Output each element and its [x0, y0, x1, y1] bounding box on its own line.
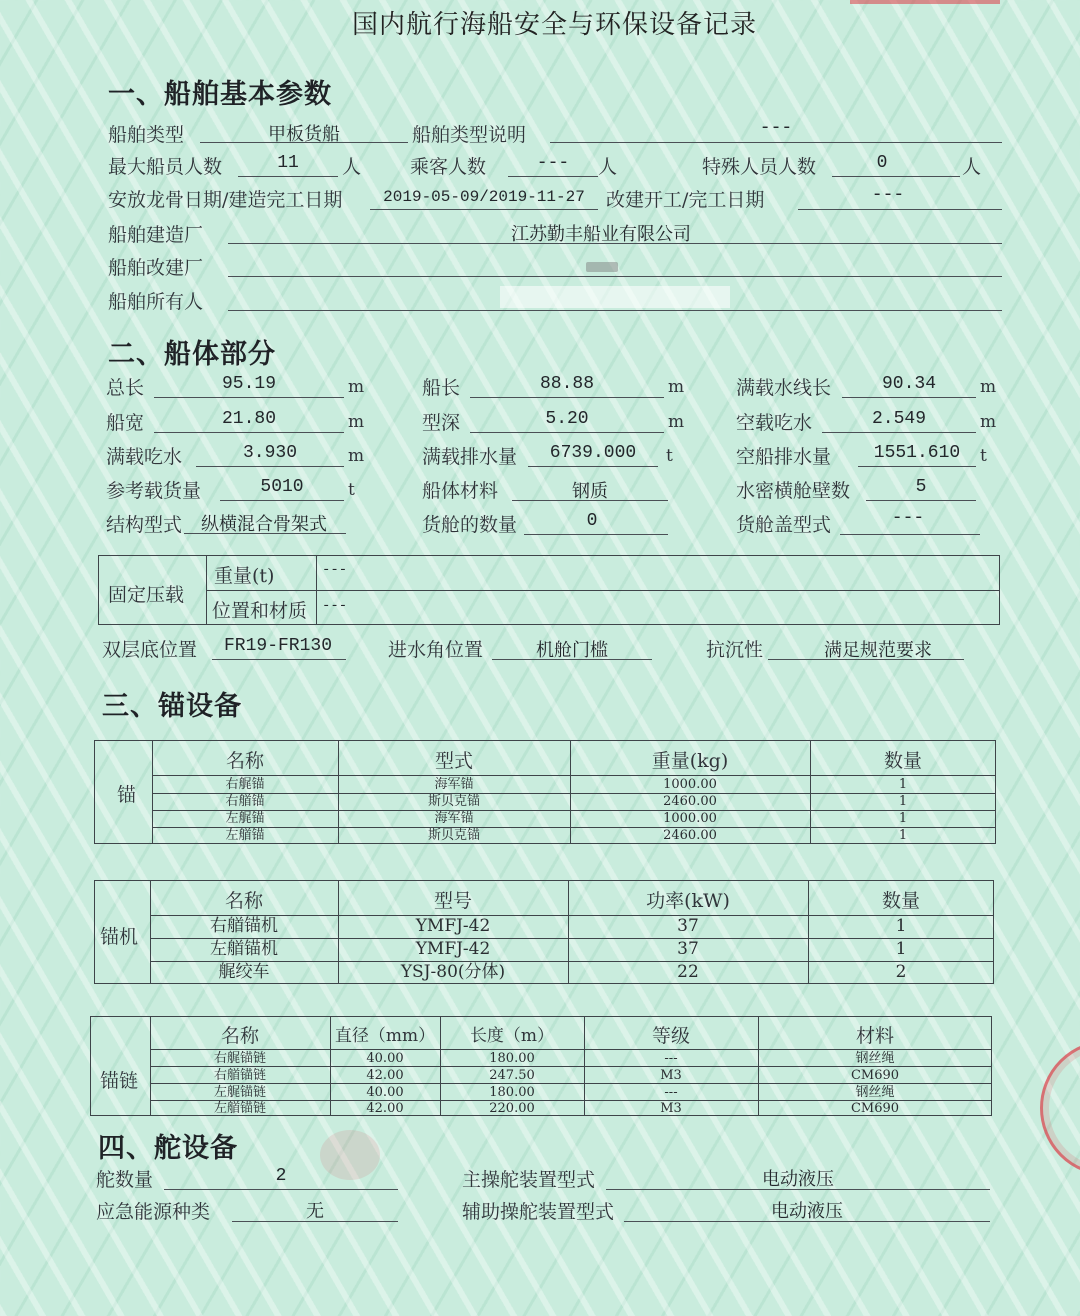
chain-side-label: 锚链: [100, 1070, 139, 1092]
anchor-header: 数量: [883, 750, 922, 772]
windlass-cell: 1: [895, 939, 907, 959]
chain-cell: M3: [660, 1101, 682, 1116]
builder-value: 江苏勤丰船业有限公司: [511, 224, 691, 245]
hull-value: 95.19: [221, 374, 276, 394]
rebuild-date-label: 改建开工/完工日期: [606, 189, 765, 211]
hull-value: 2.549: [871, 409, 926, 429]
hull-value: 钢质: [572, 481, 608, 502]
hull-value: 3.930: [242, 443, 297, 463]
page-title: 国内航行海船安全与环保设备记录: [352, 10, 758, 40]
hull-value: 90.34: [881, 374, 936, 394]
hull-value: 5.20: [545, 409, 589, 429]
windlass-cell: 1: [895, 916, 907, 936]
chain-header: 名称: [220, 1025, 259, 1047]
double-bottom-label: 双层底位置: [102, 639, 198, 661]
unsinkable-label: 抗沉性: [706, 639, 764, 661]
hull-label: 水密横舱壁数: [736, 480, 851, 502]
chain-cell: CM690: [850, 1068, 900, 1083]
chain-cell: 钢丝绳: [855, 1085, 895, 1100]
ship-type-label: 船舶类型: [108, 124, 185, 146]
hull-label: 满载排水量: [422, 446, 518, 468]
chain-cell: 180.00: [489, 1051, 535, 1066]
ship-type-desc-value: ---: [759, 118, 793, 138]
passengers-label: 乘客人数: [410, 156, 487, 178]
anchor-cell: 斯贝克锚: [427, 828, 480, 843]
hull-label: 满载吃水: [106, 446, 183, 468]
hull-label: 型深: [422, 412, 461, 434]
ballast-weight-value: ---: [322, 562, 348, 578]
chain-cell: M3: [660, 1068, 682, 1083]
double-bottom-value: FR19-FR130: [223, 636, 333, 656]
hull-label: 船长: [422, 377, 461, 399]
windlass-header: 数量: [881, 890, 920, 912]
hull-unit: t: [980, 446, 987, 466]
special-label: 特殊人员人数: [702, 156, 817, 178]
anchor-cell: 1: [898, 794, 908, 809]
holds-value: 0: [586, 511, 598, 531]
windlass-side-label: 锚机: [100, 926, 139, 948]
section2-heading: 二、船体部分: [108, 339, 276, 370]
keel-date-label: 安放龙骨日期/建造完工日期: [108, 189, 343, 211]
special-unit: 人: [962, 156, 982, 178]
windlass-header: 名称: [224, 890, 263, 912]
chain-cell: 钢丝绳: [855, 1051, 895, 1066]
structure-value: 纵横混合骨架式: [201, 514, 327, 535]
chain-cell: ---: [664, 1085, 678, 1100]
hull-label: 总长: [106, 377, 145, 399]
windlass-cell: YSJ-80(分体): [400, 962, 506, 982]
anchor-cell: 1: [898, 828, 908, 843]
anchor-header: 重量(kg): [651, 750, 729, 772]
chain-cell: 左艉锚链: [213, 1085, 266, 1100]
windlass-header: 型号: [433, 890, 472, 912]
anchor-cell: 右艉锚: [225, 777, 265, 792]
aux-steering-label: 辅助操舵装置型式: [462, 1201, 615, 1223]
hull-unit: m: [348, 412, 365, 432]
chain-cell: ---: [664, 1051, 678, 1066]
rebuild-date-value: ---: [871, 185, 905, 205]
keel-date-value: 2019-05-09/2019-11-27: [383, 188, 585, 206]
rudder-count-label: 舵数量: [96, 1169, 154, 1191]
max-crew-label: 最大船员人数: [108, 156, 223, 178]
section3-heading: 三、锚设备: [102, 691, 242, 722]
anchor-header: 名称: [225, 750, 264, 772]
hull-value: 1551.610: [873, 443, 961, 463]
main-steering-label: 主操舵装置型式: [462, 1169, 596, 1191]
ink-smudge: [320, 1130, 380, 1180]
hull-unit: m: [668, 377, 685, 397]
anchor-cell: 1000.00: [663, 811, 717, 826]
hull-label: 参考载货量: [106, 480, 202, 502]
hull-label: 空船排水量: [736, 446, 832, 468]
chain-cell: 180.00: [489, 1085, 535, 1100]
hull-unit: m: [348, 377, 365, 397]
chain-cell: 右艏锚链: [213, 1068, 266, 1083]
flood-angle-value: 机舱门槛: [536, 640, 608, 661]
chain-cell: CM690: [850, 1101, 900, 1116]
anchor-cell: 2460.00: [663, 794, 717, 809]
redacted-owner: [500, 286, 730, 308]
builder-label: 船舶建造厂: [108, 224, 204, 246]
structure-label: 结构型式: [106, 514, 183, 536]
flood-angle-label: 进水角位置: [388, 639, 484, 661]
holds-label: 货舱的数量: [422, 514, 518, 536]
official-seal: [1040, 1040, 1080, 1176]
rebuilder-label: 船舶改建厂: [108, 257, 204, 279]
hull-unit: m: [980, 412, 997, 432]
redacted-mark: [586, 262, 618, 272]
section4-heading: 四、舵设备: [98, 1133, 238, 1164]
chain-header: 等级: [651, 1025, 690, 1047]
anchor-cell: 右艏锚: [225, 794, 265, 809]
hull-value: 6739.000: [549, 443, 637, 463]
hull-unit: m: [980, 377, 997, 397]
emergency-value: 无: [306, 1201, 324, 1222]
anchor-cell: 海军锚: [434, 777, 474, 792]
hull-value: 88.88: [539, 374, 594, 394]
windlass-cell: 37: [677, 916, 699, 936]
anchor-side-label: 锚: [117, 784, 137, 806]
hatch-value: ---: [891, 508, 925, 528]
chain-header: 直径（mm）: [334, 1026, 436, 1046]
chain-cell: 40.00: [366, 1085, 404, 1100]
passengers-unit: 人: [598, 156, 618, 178]
anchor-cell: 左艏锚: [225, 828, 265, 843]
windlass-cell: 2: [895, 962, 907, 982]
windlass-cell: YMFJ-42: [415, 939, 491, 959]
hull-value: 21.80: [221, 409, 276, 429]
chain-cell: 右艉锚链: [213, 1051, 266, 1066]
chain-cell: 220.00: [489, 1101, 535, 1116]
windlass-header: 功率(kW): [646, 890, 730, 912]
hull-value: 5: [915, 477, 927, 497]
hull-unit: t: [348, 480, 355, 500]
anchor-cell: 1: [898, 777, 908, 792]
anchor-cell: 左艉锚: [225, 811, 265, 826]
ship-type-value: 甲板货船: [268, 124, 340, 145]
chain-cell: 247.50: [489, 1068, 535, 1083]
hull-unit: t: [666, 446, 673, 466]
rudder-count-value: 2: [275, 1166, 287, 1186]
ship-type-desc-label: 船舶类型说明: [412, 124, 527, 146]
hatch-label: 货舱盖型式: [736, 514, 832, 536]
hull-label: 满载水线长: [736, 377, 832, 399]
special-value: 0: [876, 153, 888, 173]
hull-label: 船宽: [106, 412, 145, 434]
passengers-value: ---: [536, 153, 570, 173]
max-crew-unit: 人: [342, 156, 362, 178]
ballast-pos-value: ---: [322, 598, 348, 614]
windlass-cell: 22: [677, 962, 699, 982]
windlass-cell: YMFJ-42: [415, 916, 491, 936]
ballast-weight-label: 重量(t): [214, 565, 275, 587]
serial-number-stamp: [850, 0, 1000, 4]
hull-label: 船体材料: [422, 480, 499, 502]
aux-steering-value: 电动液压: [771, 1201, 843, 1222]
chain-cell: 42.00: [366, 1101, 404, 1116]
windlass-cell: 左艏锚机: [210, 939, 278, 959]
emergency-label: 应急能源种类: [96, 1201, 211, 1223]
ballast-pos-label: 位置和材质: [212, 600, 308, 622]
anchor-header: 型式: [434, 750, 473, 772]
max-crew-value: 11: [277, 153, 299, 173]
ballast-label: 固定压载: [108, 584, 185, 606]
chain-cell: 左艏锚链: [213, 1101, 266, 1116]
windlass-cell: 艉绞车: [218, 962, 270, 982]
windlass-cell: 右艏锚机: [210, 916, 278, 936]
hull-unit: m: [348, 446, 365, 466]
windlass-cell: 37: [677, 939, 699, 959]
anchor-cell: 1: [898, 811, 908, 826]
hull-unit: m: [668, 412, 685, 432]
chain-cell: 40.00: [366, 1051, 404, 1066]
anchor-cell: 海军锚: [434, 811, 474, 826]
section1-heading: 一、船舶基本参数: [108, 79, 332, 110]
hull-value: 5010: [260, 477, 304, 497]
hull-label: 空载吃水: [736, 412, 813, 434]
anchor-cell: 2460.00: [663, 828, 717, 843]
chain-cell: 42.00: [366, 1068, 404, 1083]
chain-header: 长度（m）: [469, 1026, 555, 1046]
chain-header: 材料: [855, 1025, 894, 1047]
anchor-cell: 斯贝克锚: [427, 794, 480, 809]
owner-label: 船舶所有人: [108, 291, 204, 313]
unsinkable-value: 满足规范要求: [824, 640, 932, 661]
anchor-cell: 1000.00: [663, 777, 717, 792]
main-steering-value: 电动液压: [762, 1169, 834, 1190]
